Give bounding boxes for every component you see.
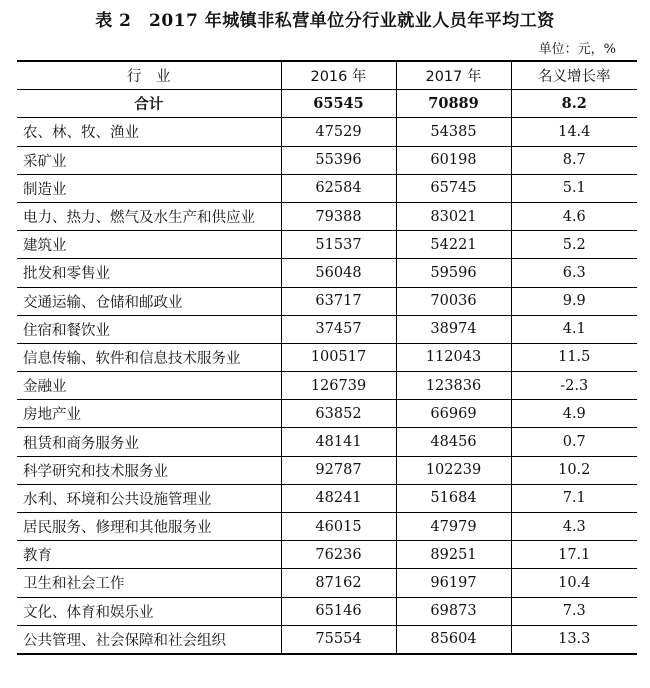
table-row bbox=[17, 625, 637, 654]
growth-rate: 7.3 bbox=[511, 597, 637, 625]
industry-name: 农、林、牧、渔业 bbox=[23, 125, 139, 142]
industry-name: 批发和零售业 bbox=[23, 266, 110, 283]
growth-rate: 14.4 bbox=[511, 118, 637, 146]
growth-rate: 8.7 bbox=[511, 146, 637, 174]
growth-rate: 10.4 bbox=[511, 569, 637, 597]
industry-name: 文化、体育和娱乐业 bbox=[23, 604, 154, 621]
industry-name: 信息传输、软件和信息技术服务业 bbox=[23, 350, 241, 367]
value-2017: 48456 bbox=[396, 428, 511, 456]
industry-name: 住宿和餐饮业 bbox=[23, 322, 110, 339]
value-2017: 89251 bbox=[396, 541, 511, 569]
value-2016: 51537 bbox=[281, 231, 396, 259]
table-row bbox=[17, 400, 637, 428]
value-2017: 51684 bbox=[396, 484, 511, 512]
total-row bbox=[17, 90, 637, 118]
table-title: 表 2 2017 年城镇非私营单位分行业就业人员年平均工资 bbox=[95, 11, 555, 31]
value-2016: 126739 bbox=[281, 372, 396, 400]
table-row bbox=[17, 146, 637, 174]
value-2017: 102239 bbox=[396, 456, 511, 484]
growth-rate: 10.2 bbox=[511, 456, 637, 484]
value-2016: 56048 bbox=[281, 259, 396, 287]
value-2016: 76236 bbox=[281, 541, 396, 569]
industry-name: 房地产业 bbox=[23, 407, 81, 424]
industry-name: 交通运输、仓储和邮政业 bbox=[23, 294, 183, 311]
value-2017: 69873 bbox=[396, 597, 511, 625]
industry-name: 公共管理、社会保障和社会组织 bbox=[23, 632, 226, 649]
value-2017: 47979 bbox=[396, 513, 511, 541]
total-label: 合计 bbox=[134, 96, 164, 114]
industry-name: 教育 bbox=[23, 548, 52, 565]
growth-rate: -2.3 bbox=[511, 372, 637, 400]
industry-name: 采矿业 bbox=[23, 153, 67, 170]
value-2017: 96197 bbox=[396, 569, 511, 597]
growth-rate: 4.6 bbox=[511, 202, 637, 230]
table-row bbox=[17, 456, 637, 484]
header-row bbox=[17, 61, 637, 90]
value-2017: 112043 bbox=[396, 343, 511, 371]
total-2017: 70889 bbox=[396, 90, 511, 118]
growth-rate: 6.3 bbox=[511, 259, 637, 287]
growth-rate: 11.5 bbox=[511, 343, 637, 371]
table-row bbox=[17, 569, 637, 597]
value-2016: 48141 bbox=[281, 428, 396, 456]
value-2017: 65745 bbox=[396, 174, 511, 202]
value-2016: 37457 bbox=[281, 315, 396, 343]
industry-name: 水利、环境和公共设施管理业 bbox=[23, 491, 212, 508]
value-2016: 79388 bbox=[281, 202, 396, 230]
table-row bbox=[17, 428, 637, 456]
value-2016: 48241 bbox=[281, 484, 396, 512]
growth-rate: 17.1 bbox=[511, 541, 637, 569]
industry-name: 建筑业 bbox=[23, 238, 67, 255]
table-row bbox=[17, 202, 637, 230]
value-2017: 123836 bbox=[396, 372, 511, 400]
table-row bbox=[17, 287, 637, 315]
value-2017: 70036 bbox=[396, 287, 511, 315]
table-row bbox=[17, 315, 637, 343]
total-2016: 65545 bbox=[281, 90, 396, 118]
value-2017: 83021 bbox=[396, 202, 511, 230]
industry-name: 电力、热力、燃气及水生产和供应业 bbox=[23, 210, 255, 227]
industry-name: 卫生和社会工作 bbox=[23, 576, 125, 593]
industry-name: 制造业 bbox=[23, 181, 67, 198]
value-2016: 55396 bbox=[281, 146, 396, 174]
growth-rate: 5.2 bbox=[511, 231, 637, 259]
value-2016: 75554 bbox=[281, 625, 396, 654]
growth-rate: 5.1 bbox=[511, 174, 637, 202]
growth-rate: 4.3 bbox=[511, 513, 637, 541]
table-row bbox=[17, 231, 637, 259]
value-2016: 63717 bbox=[281, 287, 396, 315]
growth-rate: 0.7 bbox=[511, 428, 637, 456]
growth-rate: 9.9 bbox=[511, 287, 637, 315]
growth-rate: 13.3 bbox=[511, 625, 637, 654]
value-2016: 63852 bbox=[281, 400, 396, 428]
table-row bbox=[17, 118, 637, 146]
header-2017: 2017 年 bbox=[396, 61, 511, 90]
value-2017: 85604 bbox=[396, 625, 511, 654]
value-2016: 47529 bbox=[281, 118, 396, 146]
industry-name: 租赁和商务服务业 bbox=[23, 435, 139, 452]
header-growth: 名义增长率 bbox=[511, 61, 637, 90]
value-2017: 54221 bbox=[396, 231, 511, 259]
unit-note: 单位：元，% bbox=[538, 42, 616, 57]
wage-table bbox=[17, 60, 637, 655]
table-row bbox=[17, 259, 637, 287]
table-row bbox=[17, 484, 637, 512]
value-2017: 38974 bbox=[396, 315, 511, 343]
value-2017: 54385 bbox=[396, 118, 511, 146]
total-growth: 8.2 bbox=[511, 90, 637, 118]
table-row bbox=[17, 372, 637, 400]
table-row bbox=[17, 597, 637, 625]
growth-rate: 7.1 bbox=[511, 484, 637, 512]
table-row bbox=[17, 513, 637, 541]
growth-rate: 4.9 bbox=[511, 400, 637, 428]
value-2016: 62584 bbox=[281, 174, 396, 202]
value-2016: 87162 bbox=[281, 569, 396, 597]
value-2016: 92787 bbox=[281, 456, 396, 484]
table-row bbox=[17, 174, 637, 202]
industry-name: 科学研究和技术服务业 bbox=[23, 463, 168, 480]
industry-name: 金融业 bbox=[23, 379, 67, 396]
table-row bbox=[17, 343, 637, 371]
header-2016: 2016 年 bbox=[281, 61, 396, 90]
industry-name: 居民服务、修理和其他服务业 bbox=[23, 520, 212, 537]
header-industry: 行 业 bbox=[127, 69, 171, 86]
value-2016: 100517 bbox=[281, 343, 396, 371]
value-2017: 59596 bbox=[396, 259, 511, 287]
value-2016: 65146 bbox=[281, 597, 396, 625]
growth-rate: 4.1 bbox=[511, 315, 637, 343]
value-2017: 60198 bbox=[396, 146, 511, 174]
value-2016: 46015 bbox=[281, 513, 396, 541]
table-row bbox=[17, 541, 637, 569]
value-2017: 66969 bbox=[396, 400, 511, 428]
